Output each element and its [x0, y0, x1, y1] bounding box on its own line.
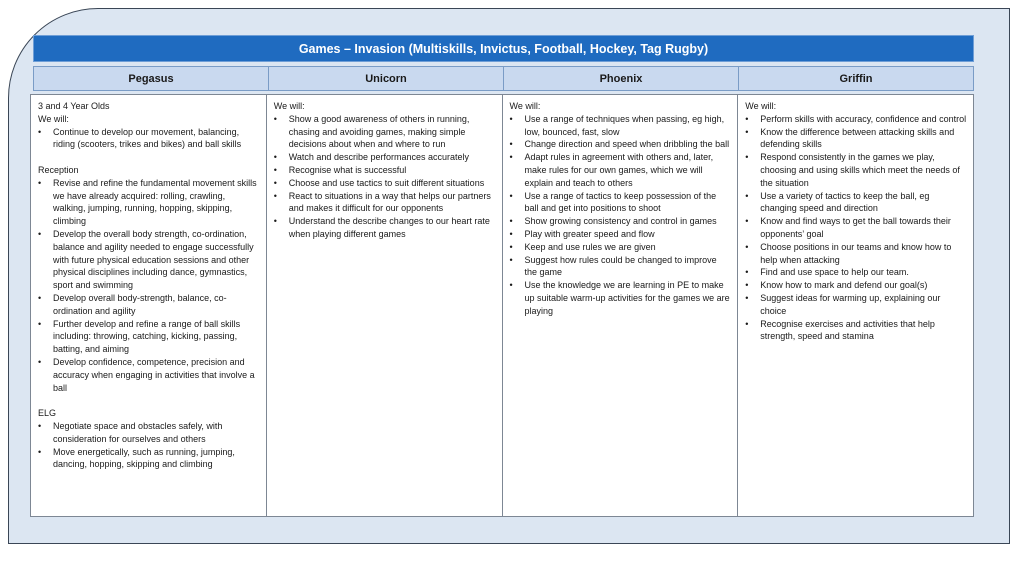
intro-text: We will:	[745, 101, 777, 111]
list-item: • Choose positions in our teams and know how to help when attacking	[760, 241, 967, 267]
list-item: • Use a range of techniques when passing, eg high, low, bounced, fast, slow	[525, 113, 732, 139]
list-item: • Choose and use tactics to suit different situations	[289, 177, 496, 190]
column-unicorn	[267, 95, 503, 516]
bullet-list	[745, 113, 967, 343]
list-item: • Play with greater speed and flow	[525, 228, 732, 241]
list-item: • Use a variety of tactics to keep the ball, eg changing speed and direction	[760, 190, 967, 216]
bullet-list	[38, 420, 260, 471]
list-item: • Show growing consistency and control in games	[525, 215, 732, 228]
column-griffin	[738, 95, 973, 516]
list-item: • Develop overall body-strength, balance, co-ordination and agility	[53, 292, 260, 318]
section-title: 3 and 4 Year Olds	[38, 101, 110, 111]
list-item: • Revise and refine the fundamental movement skills we have already acquired: rolling, crawling, walking, jumping, running, hopping, skipping, climbing	[53, 177, 260, 228]
intro-text: We will:	[273, 101, 305, 111]
bullet-list	[38, 177, 260, 395]
header-phoenix: Phoenix	[504, 67, 739, 90]
bullet-list	[38, 126, 260, 152]
list-item: • Recognise what is successful	[289, 164, 496, 177]
list-item: • Negotiate space and obstacles safely, with consideration for ourselves and others	[53, 420, 260, 446]
list-item: • Change direction and speed when dribbling the ball	[525, 138, 732, 151]
list-item: • Adapt rules in agreement with others and, later, make rules for our own games, which we will explain and teach to others	[525, 151, 732, 189]
header-unicorn: Unicorn	[269, 67, 504, 90]
list-item: • Respond consistently in the games we play, choosing and using skills which meet the needs of the situation	[760, 151, 967, 189]
intro-text: We will:	[509, 101, 541, 111]
list-item: • Keep and use rules we are given	[525, 241, 732, 254]
class-header-row	[33, 66, 974, 91]
section-title: Reception	[38, 164, 79, 175]
list-item: • Know the difference between attacking skills and defending skills	[760, 126, 967, 152]
list-item: • Move energetically, such as running, jumping, dancing, hopping, skipping and climbing	[53, 446, 260, 472]
list-item: • Develop confidence, competence, precision and accuracy when engaging in activities that involve a ball	[53, 356, 260, 394]
list-item: • Develop the overall body strength, co-ordination, balance and agility needed to engage successfully with future physical education sessions and other physical disciplines including dance, gymnastics, sport and swimming	[53, 228, 260, 292]
list-item: • Understand the describe changes to our heart rate when playing different games	[289, 215, 496, 241]
list-item: • Continue to develop our movement, balancing, riding (scooters, trikes and bikes) and ball skills	[53, 126, 260, 152]
list-item: • Use the knowledge we are learning in PE to make up suitable warm-up activities for the games we are playing	[525, 279, 732, 317]
list-item: • Show a good awareness of others in running, chasing and avoiding games, making simple decisions about when and where to run	[289, 113, 496, 151]
list-item: • Know how to mark and defend our goal(s)	[760, 279, 967, 292]
list-item: • Perform skills with accuracy, confidence and control	[760, 113, 967, 126]
list-item: • Further develop and refine a range of ball skills including: throwing, catching, kicking, passing, batting, and aiming	[53, 318, 260, 356]
intro-text: We will:	[38, 113, 69, 124]
bullet-list	[510, 113, 732, 318]
section-title: ELG	[38, 408, 57, 419]
header-pegasus: Pegasus	[34, 67, 269, 90]
list-item: • Use a range of tactics to keep possession of the ball and get into positions to shoot	[525, 190, 732, 216]
list-item: • Find and use space to help our team.	[760, 266, 967, 279]
list-item: • Recognise exercises and activities that help strength, speed and stamina	[760, 318, 967, 344]
content-row	[30, 94, 974, 517]
list-item: • Watch and describe performances accurately	[289, 151, 496, 164]
list-item: • Suggest how rules could be changed to improve the game	[525, 254, 732, 280]
page-title	[33, 35, 974, 62]
bullet-list	[274, 113, 496, 241]
header-griffin: Griffin	[739, 67, 973, 90]
column-pegasus	[31, 95, 267, 516]
list-item: • Suggest ideas for warming up, explaining our choice	[760, 292, 967, 318]
column-phoenix	[503, 95, 739, 516]
page-title-text: Games – Invasion (Multiskills, Invictus, Football, Hockey, Tag Rugby)	[298, 41, 709, 56]
list-item: • React to situations in a way that helps our partners and makes it difficult for our opponents	[289, 190, 496, 216]
list-item: • Know and find ways to get the ball towards their opponents’ goal	[760, 215, 967, 241]
